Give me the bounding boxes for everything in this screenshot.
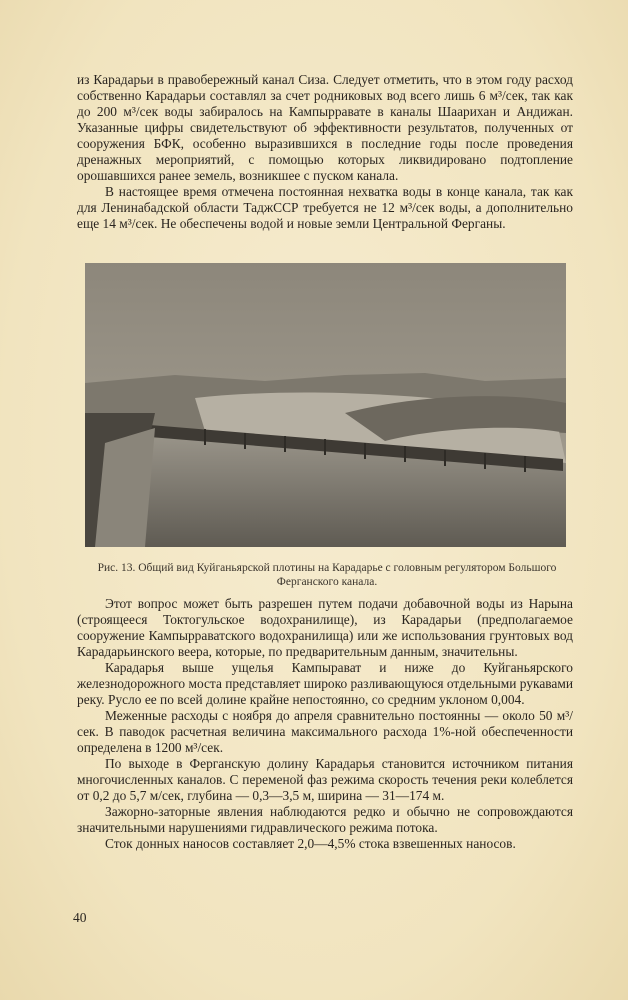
paragraph: В настоящее время отмечена постоянная нехватка воды в конце канала, так как для Ленинабадской области ТаджССР требуется не 12 м³/сек воды, а дополнительно еще 14 м³/сек. Не обеспечены водой и новые земли Центральной Ферганы.: [77, 184, 573, 231]
paragraph: Этот вопрос может быть разрешен путем подачи добавочной воды из Нарына (строящееся Токтогульское водохранилище), из Карадарьи (предполагаемое сооружение Кампырраватского водохранилища) или же использования грунтовых вод Карадарьинского веера, которые, по предварительным данным, значительны.: [77, 596, 573, 659]
paragraph: Сток донных наносов составляет 2,0—4,5% стока взвешенных наносов.: [105, 836, 516, 851]
paragraph: Меженные расходы с ноября до апреля сравнительно постоянны — около 50 м³/сек. В паводок расчетная величина максимального расхода 1%-ной обеспеченности определена в 1200 м³/сек.: [77, 708, 573, 755]
page-number: 40: [73, 910, 87, 925]
paragraph: По выходе в Ферганскую долину Карадарья становится источником питания многочисленных каналов. С переменой фаз режима скорость течения реки колеблется от 0,2 до 5,7 м/сек, глубина — 0,3—3,5 м, ширина — 31—174 м.: [77, 756, 573, 803]
paragraph: Зажорно-заторные явления наблюдаются редко и обычно не сопровождаются значительными нарушениями гидравлического режима потока.: [77, 804, 573, 835]
dam-photo-drawing: [85, 263, 566, 547]
dam-photograph: [85, 263, 566, 547]
paragraph: Карадарья выше ущелья Кампырават и ниже до Куйганьярского железнодорожного моста представляет широко разливающуюся отдельными рукавами реку. Русло ее по всей долине крайне непостоянно, со средним уклоном 0,004.: [77, 660, 573, 707]
paragraph: из Карадарьи в правобережный канал Сиза. Следует отметить, что в этом году расход собственно Карадарьи составлял за счет родниковых вод всего лишь 6 м³/сек, так как до 200 м³/сек воды забиралось на Кампырравате в каналы Шаарихан и Андижан. Указанные цифры свидетельствуют об эффективности результатов, полученных от сооружения БФК, особенно выразившихся в последние годы после проведения дренажных мероприятий, с помощью которых ликвидировано подтопление орошавшихся ранее земель, возникшее с пуском канала.: [77, 72, 573, 183]
figure-caption: Рис. 13. Общий вид Куйганьярской плотины на Карадарье с головным регулятором Большого Ферганского канала.: [97, 562, 557, 588]
text-block-top: [77, 72, 573, 232]
text-block-bottom: [77, 596, 573, 852]
